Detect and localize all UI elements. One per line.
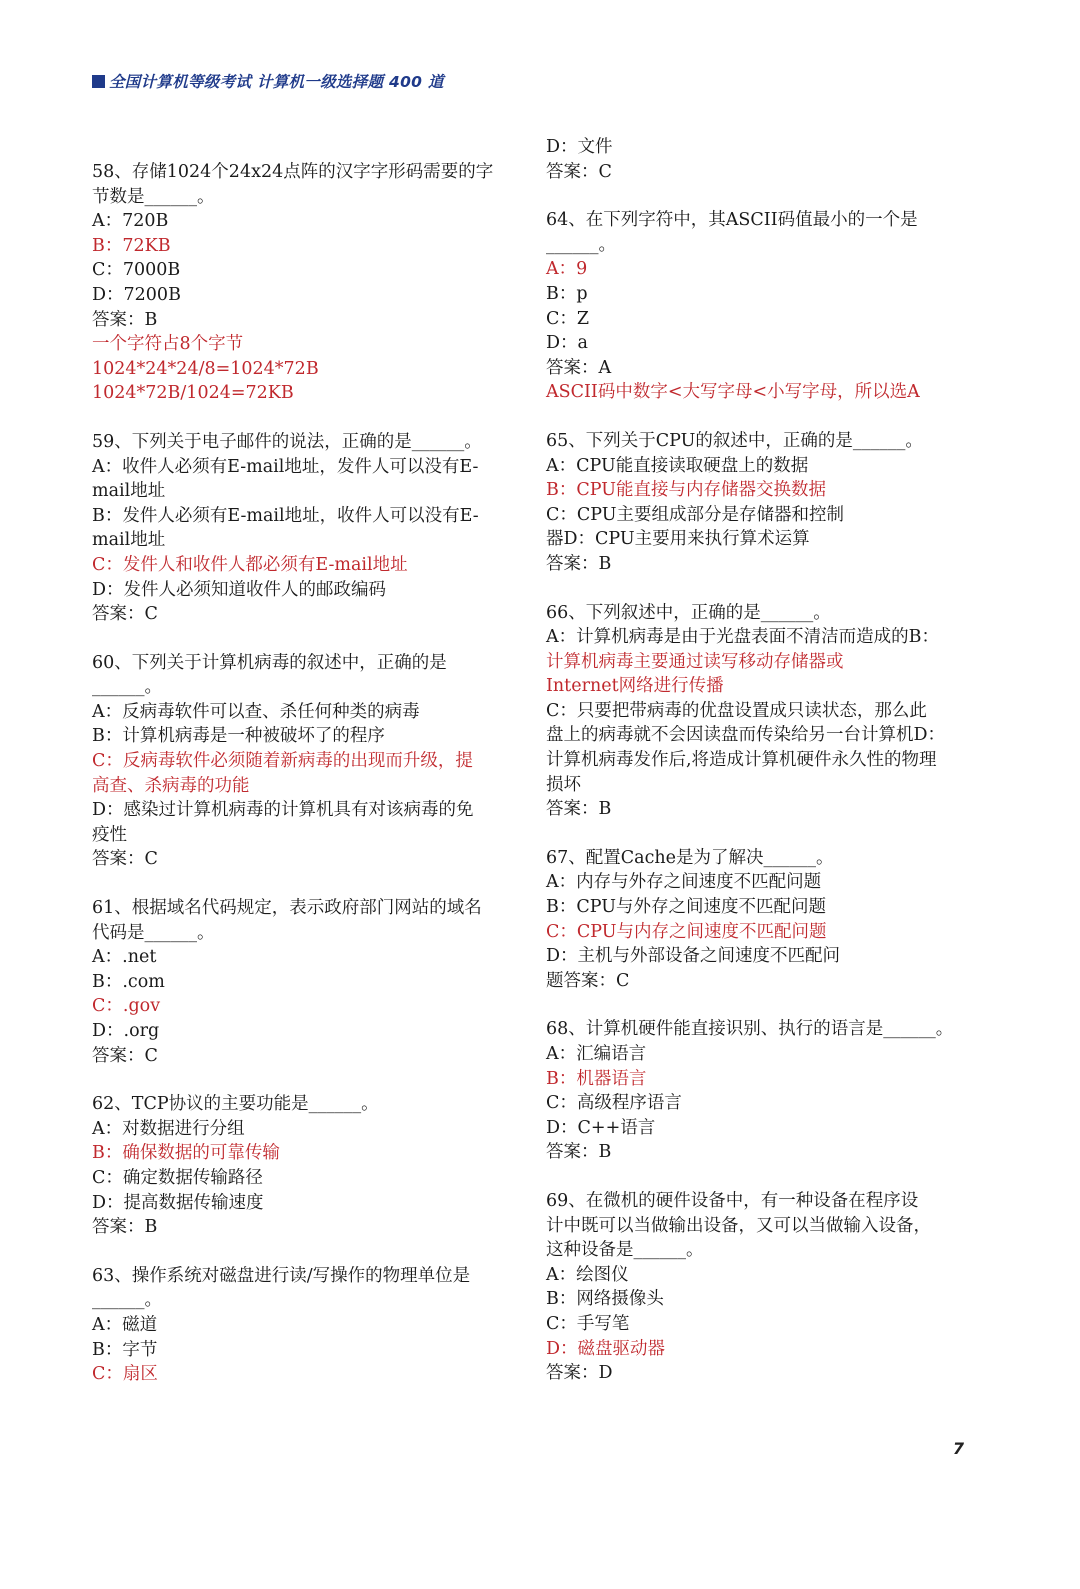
text-line: 59、下列关于电子邮件的说法，正确的是______。 xyxy=(92,431,482,452)
highlighted-line: B：确保数据的可靠传输 xyxy=(92,1143,280,1164)
text-line: D：主机与外部设备之间速度不匹配问 xyxy=(546,946,841,967)
text-line: D：感染过计算机病毒的计算机具有对该病毒的免 xyxy=(92,800,474,821)
text-line: A：汇编语言 xyxy=(546,1044,647,1064)
question-block xyxy=(92,160,522,406)
text-line: B：.com xyxy=(92,971,165,992)
question-block xyxy=(92,1264,522,1387)
highlighted-line: Internet网络进行传播 xyxy=(546,676,724,697)
highlighted-line: 高查、杀病毒的功能 xyxy=(92,775,250,796)
highlighted-line: 1024*72B/1024=72KB xyxy=(92,383,294,404)
highlighted-line: B：机器语言 xyxy=(546,1068,647,1089)
text-line: 66、下列叙述中，正确的是______。 xyxy=(546,602,831,623)
text-line: 61、根据域名代码规定，表示政府部门网站的域名 xyxy=(92,898,482,919)
text-line: B：计算机病毒是一种被破坏了的程序 xyxy=(92,726,385,747)
question-block xyxy=(546,135,976,184)
text-line: 64、在下列字符中，其ASCII码值最小的一个是 xyxy=(546,210,918,231)
text-line: 答案：B xyxy=(92,309,158,330)
text-line: 计算机病毒发作后,将造成计算机硬件永久性的物理 xyxy=(546,750,937,771)
highlighted-line: B：CPU能直接与内存储器交换数据 xyxy=(546,480,826,501)
highlighted-line: A：9 xyxy=(546,259,588,280)
text-line: A：绘图仪 xyxy=(546,1264,629,1285)
question-block xyxy=(546,1189,976,1386)
text-line: mail地址 xyxy=(92,530,166,551)
question-block xyxy=(546,1017,976,1165)
text-line: 盘上的病毒就不会因读盘而传染给另一台计算机D： xyxy=(546,725,946,746)
text-line: D：C++语言 xyxy=(546,1117,656,1138)
text-line: ______。 xyxy=(92,1290,162,1311)
text-line: C：高级程序语言 xyxy=(546,1093,682,1114)
text-line: A：磁道 xyxy=(92,1314,158,1335)
text-line: D：文件 xyxy=(546,137,613,157)
question-block xyxy=(92,1092,522,1240)
text-line: 答案：C xyxy=(92,849,158,870)
highlighted-line: B：72KB xyxy=(92,235,171,256)
text-line: 58、存储1024个24x24点阵的汉字字形码需要的字 xyxy=(92,162,494,182)
question-block xyxy=(546,601,976,822)
header-title: 全国计算机等级考试 计算机一级选择题 400 道 xyxy=(109,73,444,91)
highlighted-line: C：CPU与内存之间速度不匹配问题 xyxy=(546,921,827,942)
text-line: 代码是______。 xyxy=(92,922,215,943)
question-block xyxy=(92,430,522,627)
right-column xyxy=(546,135,976,1410)
text-line: C：7000B xyxy=(92,260,181,281)
text-line: A：对数据进行分组 xyxy=(92,1118,245,1139)
text-line: C：手写笔 xyxy=(546,1313,630,1334)
question-block xyxy=(92,896,522,1068)
highlighted-line: 1024*24*24/8=1024*72B xyxy=(92,358,319,379)
text-line: B：字节 xyxy=(92,1339,158,1360)
text-line: A：内存与外存之间速度不匹配问题 xyxy=(546,872,822,893)
text-line: 计中既可以当做输出设备，又可以当做输入设备， xyxy=(546,1215,931,1236)
text-line: 答案：B xyxy=(546,799,612,820)
text-line: C：只要把带病毒的优盘设置成只读状态，那么此 xyxy=(546,700,927,721)
text-line: 答案：C xyxy=(92,1045,158,1066)
text-line: 答案：D xyxy=(546,1363,613,1384)
text-line: mail地址 xyxy=(92,481,166,502)
text-line: 63、操作系统对磁盘进行读/写操作的物理单位是 xyxy=(92,1265,471,1286)
highlighted-line: D：磁盘驱动器 xyxy=(546,1338,666,1359)
question-block xyxy=(546,208,976,405)
text-line: C：确定数据传输路径 xyxy=(92,1167,263,1188)
text-line: 62、TCP协议的主要功能是______。 xyxy=(92,1094,379,1115)
text-line: C：Z xyxy=(546,308,590,329)
highlighted-line: C：扇区 xyxy=(92,1364,158,1385)
question-block xyxy=(92,651,522,872)
text-line: D：7200B xyxy=(92,284,181,305)
text-line: 答案：C xyxy=(546,161,612,182)
highlighted-line: 一个字符占8个字节 xyxy=(92,334,244,355)
text-line: 损坏 xyxy=(546,774,581,795)
highlighted-line: ASCII码中数字<大写字母<小写字母，所以选A xyxy=(546,382,920,403)
text-line: A：计算机病毒是由于光盘表面不清洁而造成的B： xyxy=(546,627,939,648)
text-line: D：a xyxy=(546,333,588,354)
text-line: 节数是______。 xyxy=(92,186,215,207)
text-line: B：CPU与外存之间速度不匹配问题 xyxy=(546,897,826,918)
text-line: D：提高数据传输速度 xyxy=(92,1192,264,1213)
highlighted-line: C：发件人和收件人都必须有E-mail地址 xyxy=(92,554,408,575)
text-line: 69、在微机的硬件设备中，有一种设备在程序设 xyxy=(546,1190,919,1211)
text-line: 答案：A xyxy=(546,357,612,378)
text-line: 答案：B xyxy=(546,1142,612,1163)
text-line: A：.net xyxy=(92,947,157,968)
text-line: B：p xyxy=(546,283,588,304)
text-line: 答案：B xyxy=(546,553,612,574)
text-line: B：网络摄像头 xyxy=(546,1289,664,1310)
page-number: 7 xyxy=(952,1439,964,1458)
highlighted-line: C：.gov xyxy=(92,996,161,1017)
text-line: A：收件人必须有E-mail地址，发件人可以没有E- xyxy=(92,456,479,477)
highlighted-line: C：反病毒软件必须随着新病毒的出现而升级，提 xyxy=(92,751,473,772)
question-block xyxy=(546,846,976,994)
question-block xyxy=(546,429,976,577)
text-line: D：发件人必须知道收件人的邮政编码 xyxy=(92,579,387,600)
left-column xyxy=(92,160,522,1411)
text-line: 这种设备是______。 xyxy=(546,1240,704,1261)
text-line: 65、下列关于CPU的叙述中，正确的是______。 xyxy=(546,430,923,451)
text-line: 60、下列关于计算机病毒的叙述中，正确的是 xyxy=(92,652,447,673)
text-line: C：CPU主要组成部分是存储器和控制 xyxy=(546,504,844,525)
text-line: 68、计算机硬件能直接识别、执行的语言是______。 xyxy=(546,1019,954,1040)
text-line: 答案：C xyxy=(92,604,158,625)
header-square-icon xyxy=(92,75,105,88)
highlighted-line: 计算机病毒主要通过读写移动存储器或 xyxy=(546,651,844,672)
text-line: B：发件人必须有E-mail地址，收件人可以没有E- xyxy=(92,505,479,526)
text-line: ______。 xyxy=(546,234,616,255)
text-line: 疫性 xyxy=(92,824,127,845)
text-line: 题答案：C xyxy=(546,970,630,991)
text-line: 器D：CPU主要用来执行算术运算 xyxy=(546,529,810,550)
text-line: A：720B xyxy=(92,211,169,232)
text-line: 答案：B xyxy=(92,1217,158,1238)
text-line: 67、配置Cache是为了解决______。 xyxy=(546,847,834,868)
text-line: A：CPU能直接读取硬盘上的数据 xyxy=(546,455,809,476)
page-header xyxy=(92,70,444,92)
text-line: A：反病毒软件可以查、杀任何种类的病毒 xyxy=(92,701,420,722)
text-line: ______。 xyxy=(92,677,162,698)
text-line: D：.org xyxy=(92,1021,160,1041)
